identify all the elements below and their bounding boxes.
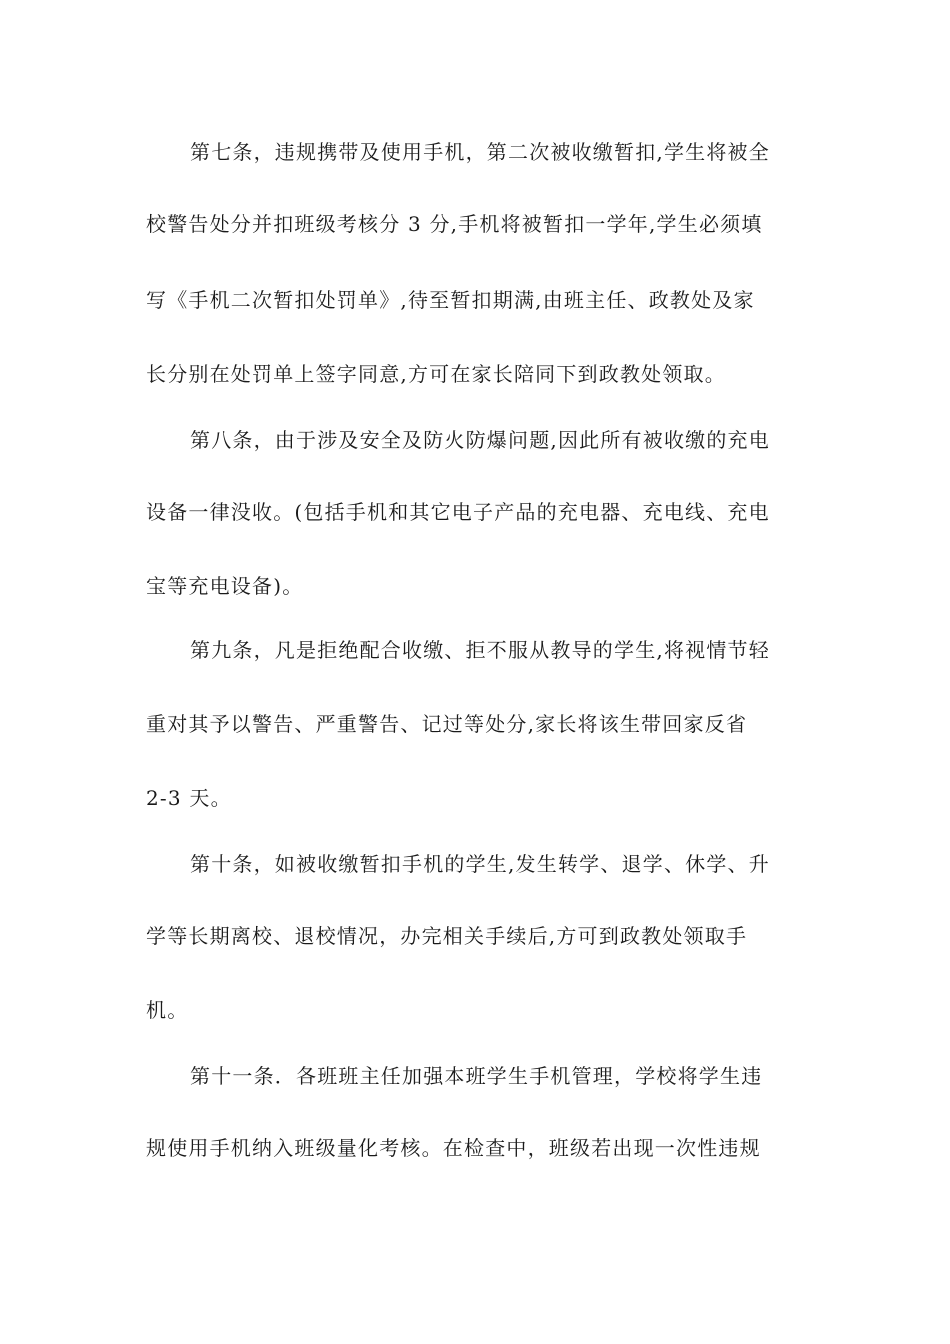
article-9-line-1: 第九条，凡是拒绝配合收缴、拒不服从教导的学生,将视情节轻	[190, 638, 770, 662]
article-7-line-4: 长分别在处罚单上签字同意,方可在家长陪同下到政教处领取。	[146, 362, 726, 386]
article-11-line-2: 规使用手机纳入班级量化考核。在检查中，班级若出现一次性违规	[146, 1136, 761, 1160]
article-10-line-2: 学等长期离校、退校情况，办完相关手续后,方可到政教处领取手	[146, 924, 748, 948]
article-8-line-3: 宝等充电设备)。	[146, 574, 304, 598]
article-8-line-1: 第八条，由于涉及安全及防火防爆问题,因此所有被收缴的充电	[190, 428, 770, 452]
article-10-line-3: 机。	[146, 998, 189, 1022]
article-9-line-3: 2-3 天。	[146, 786, 232, 810]
article-7-line-2: 校警告处分并扣班级考核分 3 分,手机将被暂扣一学年,学生必须填	[146, 212, 763, 236]
article-10-line-1: 第十条，如被收缴暂扣手机的学生,发生转学、退学、休学、升	[190, 852, 770, 876]
article-7-line-1: 第七条，违规携带及使用手机，第二次被收缴暂扣,学生将被全	[190, 140, 770, 164]
article-8-line-2: 设备一律没收。(包括手机和其它电子产品的充电器、充电线、充电	[146, 500, 770, 524]
article-9-line-2: 重对其予以警告、严重警告、记过等处分,家长将该生带回家反省	[146, 712, 748, 736]
article-11-line-1: 第十一条．各班班主任加强本班学生手机管理，学校将学生违	[190, 1064, 763, 1088]
article-7-line-3: 写《手机二次暂扣处罚单》,待至暂扣期满,由班主任、政教处及家	[146, 288, 755, 312]
